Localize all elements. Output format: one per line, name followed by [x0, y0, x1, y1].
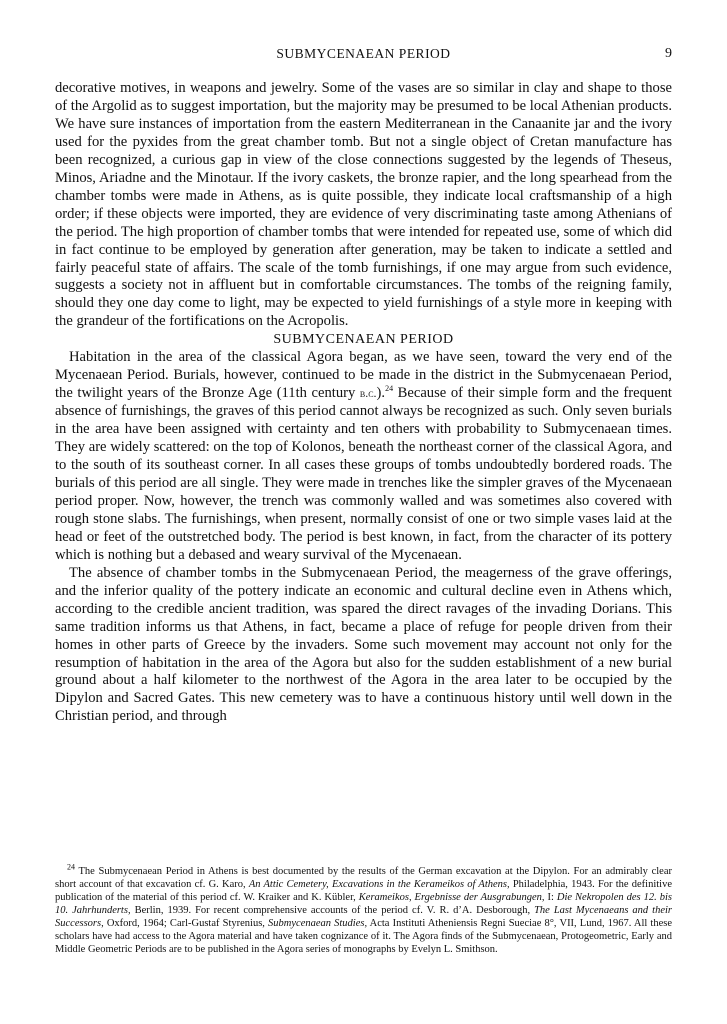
footnote-title: Submycenaean Studies,: [268, 918, 368, 929]
footnote-number: 24: [67, 862, 75, 872]
section-heading: SUBMYCENAEAN PERIOD: [273, 332, 454, 348]
footnote-title: The Last Mycenaeans and their Successors,: [55, 905, 673, 929]
paragraph-habitation-start: Habitation in the area of the classical Agora began, as we have seen, toward the very end of the Mycenaean Period. Burials, however, continued to be made in the district in the Submycenaean Period, the twilight years of the Bronze Age (11th century: [55, 349, 672, 402]
footnote-text: I:: [544, 892, 557, 903]
paragraph-continuation: decorative motives, in weapons and jewelry. Some of the vases are so similar in clay and shape to those of the Argolid as to suggest importation, but the majority may be presumed to be local Athenian products. We have sure instances of importation from the eastern Mediterranean in the Canaanite jar and the ivory used for the pyxides from the great chamber tomb. But not a single object of Cretan manufacture has been recognized, a curious gap in view of the close connections suggested by the legends of Theseus, Minos, Ariadne and the Minotaur. If the ivory caskets, the bronze rapier, and the long spearhead from the chamber tombs were made in Athens, as is quite possible, they indicate local craftsmanship of a high order; if these objects were imported, they are evidence of very discriminating taste among Athenians of the period. The high proportion of chamber tombs that were intended for repeated use, some of which did in fact continue to be employed by generation after generation, may be taken to indicate a settled and fairly peaceful state of affairs. The scale of the tomb furnishings, if one may argue from such evidence, suggests a society not in affluent but in comfortable circumstances. The tombs of the reigning family, should they one day come to light, may be expected to yield furnishings of a style more in keeping with the grandeur of the fortifications on the Acropolis.: [55, 80, 673, 330]
footnote-text: Oxford, 1964; Carl-Gustaf Styrenius,: [103, 918, 269, 929]
paragraph-habitation-rest: Because of their simple form and the frequent absence of furnishings, the graves of this period cannot always be recognized as such. Only seven burials in the area have been assigned with certainty and ten others with probability to Submycenaean times. They are widely scattered: on the top of Kolonos, beneath the northeast corner of the classical Agora, and to the south of its southeast corner. In all cases these groups of tombs undoubtedly bordered roads. The burials of this period are all single. They were made in trenches like the simpler graves of the Mycenaean period proper. Now, however, the trench was commonly walled and was sometimes also covered with rough stone slabs. The furnishings, when present, normally consist of one or two simple vases laid at the head or feet of the outstretched body. The period is best known, in fact, from the character of its pottery which is nothing but a debased and weary survival of the Mycenaean.: [55, 385, 672, 563]
main-text: [55, 80, 672, 726]
era-abbreviation: b.c.: [359, 386, 377, 401]
footnote-text: The Submycenaean Period in Athens is best documented by the results of the German excavation at the Dipylon. For an admirably clear short account of that excavation cf. G. Karo,: [55, 866, 672, 890]
footnotes: [55, 862, 673, 956]
footnote-text: Berlin, 1939. For recent comprehensive accounts of the period cf. V. R. d’A. Desborough,: [130, 905, 535, 916]
footnote-reference[interactable]: 24: [385, 384, 394, 394]
footnote-text: Acta Instituti Atheniensis Regni Sueciae 8°, VII, Lund, 1967. All these scholars have had access to the Agora material and have taken cognizance of it. The Agora finds of the Submycenaean, Protogeometric, Early and Middle Geometric Periods are to be published in the Agora series of monographs by Evelyn L. Smithson.: [55, 918, 672, 955]
footnote-text: Philadelphia, 1943. For the definitive publication of the material of this period cf. W. Kraiker and K. Kübler,: [55, 879, 673, 903]
paragraph-habitation: [55, 349, 672, 564]
footnote-title: Kerameikos, Ergebnisse der Ausgrabungen,: [358, 892, 545, 903]
paragraph-habitation-close: ).: [376, 385, 386, 402]
page-number: 9: [665, 46, 672, 61]
footnote-title: An Attic Cemetery, Excavations in the Kerameikos of Athens,: [248, 879, 510, 890]
running-title: SUBMYCENAEAN PERIOD: [276, 46, 451, 61]
footnote-24: [55, 862, 673, 956]
footnote-title: Die Nekropolen des 12. bis 10. Jahrhunderts,: [55, 892, 672, 916]
paragraph-absence: The absence of chamber tombs in the Submycenaean Period, the meagerness of the grave offerings, and the inferior quality of the pottery indicate an economic and cultural decline even in Athens which, according to the credible ancient tradition, was spared the direct ravages of the invading Dorians. This same tradition informs us that Athens, in fact, became a place of refuge for people driven from their homes in other parts of Greece by the invaders. Some such movement may account not only for the resumption of habitation in the area of the Agora but also for the sudden establishment of a new burial ground about a half kilometer to the northwest of the Agora in the area later to be occupied by the Dipylon and Sacred Gates. This new cemetery was to have a continuous history until well down in the Christian period, and through: [55, 564, 672, 725]
running-head: [55, 46, 672, 66]
